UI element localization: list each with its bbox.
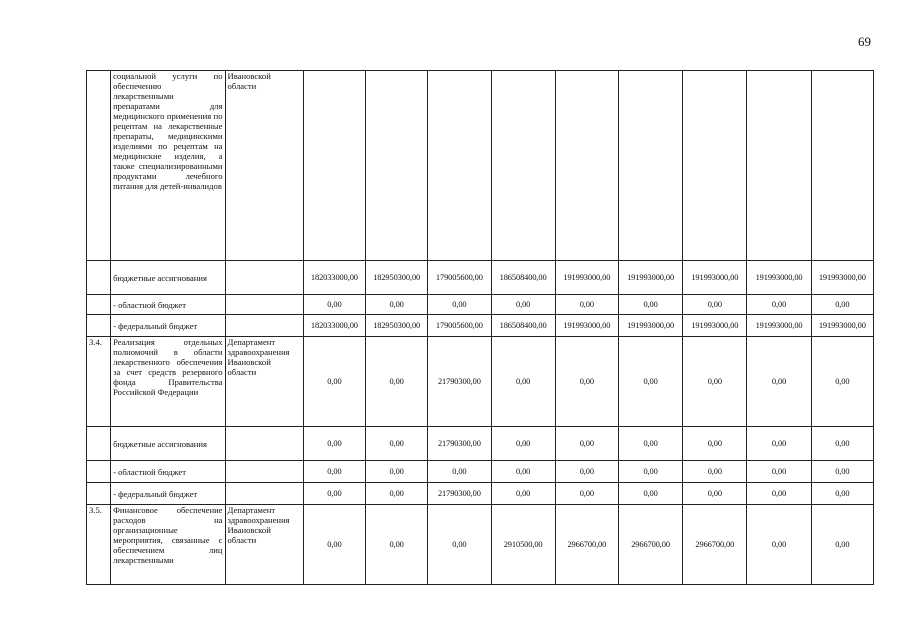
amount-cell: 0,00 [747, 427, 811, 461]
amount-cell: 0,00 [811, 461, 873, 483]
amount-cell: 2966700,00 [555, 505, 618, 585]
row-name: - федеральный бюджет [111, 483, 225, 505]
amount-cell: 0,00 [303, 461, 365, 483]
row-index: 3.5. [87, 505, 111, 585]
row-executor [225, 261, 303, 295]
row-name: Финансовое обеспечение расходов на организационные мероприятия, связанные с обеспечением лиц лекарственными [111, 505, 225, 585]
amount-cell: 0,00 [491, 427, 555, 461]
amount-cell: 0,00 [428, 461, 491, 483]
amount-cell: 182950300,00 [366, 261, 428, 295]
row-executor: Департамент здравоохранения Ивановской области [225, 505, 303, 585]
amount-cell: 0,00 [747, 295, 811, 315]
amount-cell: 0,00 [428, 505, 491, 585]
amount-cell: 0,00 [747, 337, 811, 427]
amount-cell: 21790300,00 [428, 337, 491, 427]
amount-cell: 0,00 [303, 295, 365, 315]
row-executor [225, 427, 303, 461]
amount-cell [747, 71, 811, 261]
amount-cell: 0,00 [683, 483, 747, 505]
amount-cell: 182950300,00 [366, 315, 428, 337]
amount-cell [366, 71, 428, 261]
row-name: - федеральный бюджет [111, 315, 225, 337]
row-executor [225, 315, 303, 337]
amount-cell [428, 71, 491, 261]
row-index [87, 315, 111, 337]
amount-cell [555, 71, 618, 261]
amount-cell: 0,00 [811, 483, 873, 505]
row-executor: Ивановской области [225, 71, 303, 261]
amount-cell: 191993000,00 [555, 315, 618, 337]
row-executor: Департамент здравоохранения Ивановской области [225, 337, 303, 427]
amount-cell: 0,00 [428, 295, 491, 315]
amount-cell: 21790300,00 [428, 427, 491, 461]
amount-cell: 179005600,00 [428, 261, 491, 295]
row-executor [225, 295, 303, 315]
table-row [87, 505, 874, 585]
amount-cell: 0,00 [366, 461, 428, 483]
amount-cell [491, 71, 555, 261]
table-body [87, 71, 874, 585]
amount-cell: 0,00 [555, 461, 618, 483]
budget-table [86, 70, 874, 585]
table-row [87, 71, 874, 261]
amount-cell: 0,00 [747, 483, 811, 505]
amount-cell: 0,00 [618, 295, 682, 315]
amount-cell: 191993000,00 [555, 261, 618, 295]
amount-cell: 2966700,00 [618, 505, 682, 585]
table-row [87, 315, 874, 337]
amount-cell: 0,00 [747, 461, 811, 483]
amount-cell: 0,00 [811, 427, 873, 461]
amount-cell: 2910500,00 [491, 505, 555, 585]
amount-cell: 0,00 [366, 505, 428, 585]
amount-cell: 0,00 [618, 461, 682, 483]
table-row [87, 461, 874, 483]
amount-cell: 191993000,00 [683, 315, 747, 337]
amount-cell: 191993000,00 [811, 315, 873, 337]
row-index [87, 427, 111, 461]
amount-cell: 0,00 [683, 337, 747, 427]
row-name: социальной услуги по обеспечению лекарственными препаратами для медицинского применения по рецептам на лекарственные препараты, медицинскими изделиями по рецептам на медицинские изделия, а также специализированными продуктами лечебного питания для детей-инвалидов [111, 71, 225, 261]
amount-cell: 0,00 [811, 295, 873, 315]
amount-cell: 21790300,00 [428, 483, 491, 505]
row-index [87, 261, 111, 295]
amount-cell: 0,00 [366, 483, 428, 505]
row-name: Реализация отдельных полномочий в области лекарственного обеспечения за счет средств резервного фонда Правительства Российской Федерации [111, 337, 225, 427]
amount-cell: 0,00 [683, 461, 747, 483]
amount-cell: 0,00 [491, 295, 555, 315]
row-name: бюджетные ассигнования [111, 427, 225, 461]
amount-cell: 0,00 [811, 505, 873, 585]
amount-cell: 0,00 [303, 483, 365, 505]
row-index: 3.4. [87, 337, 111, 427]
amount-cell: 0,00 [555, 295, 618, 315]
table-row [87, 337, 874, 427]
row-executor [225, 461, 303, 483]
amount-cell [618, 71, 682, 261]
amount-cell: 0,00 [618, 427, 682, 461]
amount-cell: 0,00 [303, 505, 365, 585]
table-row [87, 483, 874, 505]
amount-cell: 191993000,00 [747, 315, 811, 337]
amount-cell: 0,00 [366, 295, 428, 315]
row-index [87, 71, 111, 261]
row-index [87, 295, 111, 315]
amount-cell: 2966700,00 [683, 505, 747, 585]
amount-cell: 0,00 [618, 337, 682, 427]
amount-cell: 0,00 [491, 337, 555, 427]
amount-cell: 191993000,00 [618, 315, 682, 337]
amount-cell: 191993000,00 [811, 261, 873, 295]
amount-cell: 191993000,00 [747, 261, 811, 295]
amount-cell: 0,00 [303, 337, 365, 427]
amount-cell [683, 71, 747, 261]
amount-cell: 0,00 [618, 483, 682, 505]
row-name: - областной бюджет [111, 295, 225, 315]
table-row [87, 295, 874, 315]
row-name: бюджетные ассигнования [111, 261, 225, 295]
amount-cell: 182033000,00 [303, 315, 365, 337]
table-row [87, 427, 874, 461]
amount-cell [811, 71, 873, 261]
amount-cell: 0,00 [491, 483, 555, 505]
amount-cell: 191993000,00 [618, 261, 682, 295]
row-executor [225, 483, 303, 505]
amount-cell: 0,00 [683, 295, 747, 315]
row-index [87, 483, 111, 505]
row-index [87, 461, 111, 483]
amount-cell: 0,00 [303, 427, 365, 461]
amount-cell: 0,00 [366, 427, 428, 461]
amount-cell: 0,00 [491, 461, 555, 483]
amount-cell: 0,00 [683, 427, 747, 461]
amount-cell: 179005600,00 [428, 315, 491, 337]
amount-cell: 186508400,00 [491, 261, 555, 295]
amount-cell: 0,00 [811, 337, 873, 427]
amount-cell: 0,00 [555, 337, 618, 427]
row-name: - областной бюджет [111, 461, 225, 483]
amount-cell [303, 71, 365, 261]
amount-cell: 182033000,00 [303, 261, 365, 295]
table-row [87, 261, 874, 295]
amount-cell: 186508400,00 [491, 315, 555, 337]
page-number: 69 [858, 34, 871, 49]
amount-cell: 0,00 [555, 483, 618, 505]
amount-cell: 0,00 [555, 427, 618, 461]
amount-cell: 0,00 [366, 337, 428, 427]
amount-cell: 191993000,00 [683, 261, 747, 295]
amount-cell: 0,00 [747, 505, 811, 585]
